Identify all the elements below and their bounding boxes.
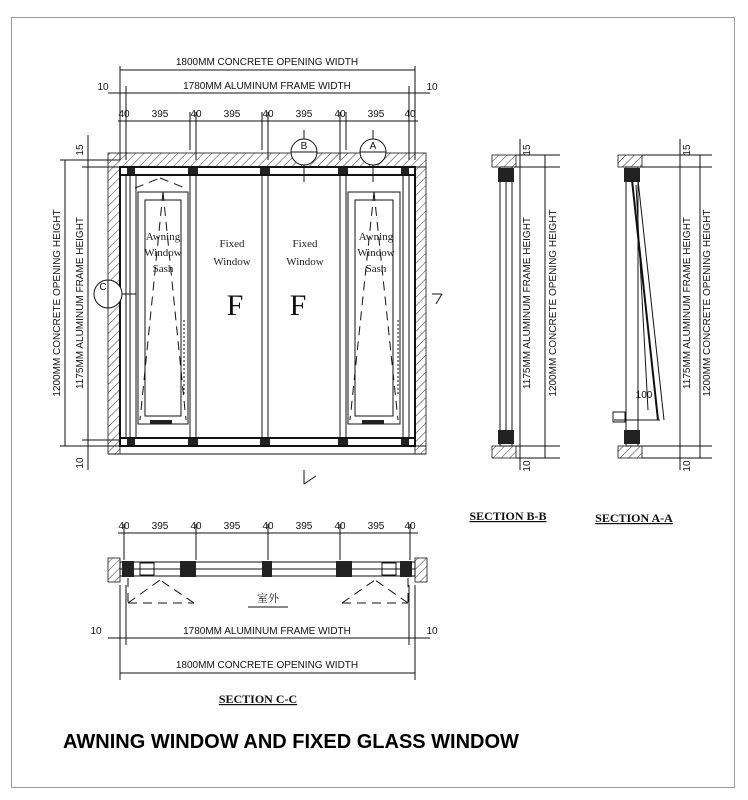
- fixed-left-line2: Window: [213, 256, 251, 268]
- fixed-panel-left: [213, 238, 250, 322]
- awning-left-line3: Sash: [152, 263, 174, 275]
- fixed-left-line1: Fixed: [219, 238, 245, 250]
- awning-right-line2: Window: [357, 247, 395, 259]
- cc-seg-7: 395: [367, 521, 385, 532]
- aa-opening: 100: [635, 390, 653, 401]
- left-wall: [108, 167, 120, 454]
- top-dimensions: [97, 57, 438, 160]
- seg-7: 395: [367, 109, 385, 120]
- section-aa-label: SECTION A-A: [595, 511, 673, 525]
- frame-height-label: 1175MM ALUMINUM FRAME HEIGHT: [75, 216, 86, 390]
- awning-right-line1: Awning: [358, 231, 394, 243]
- bb-concrete-height: 1200MM CONCRETE OPENING HEIGHT: [548, 209, 559, 397]
- top-gap-label: 15: [75, 144, 86, 156]
- cc-seg-3: 395: [223, 521, 241, 532]
- section-aa-view: [595, 139, 713, 525]
- cc-seg-5: 395: [295, 521, 313, 532]
- cc-gap-left: 10: [90, 626, 102, 637]
- fixed-right-line2: Window: [286, 256, 324, 268]
- cc-exterior: 室外: [257, 593, 279, 605]
- seg-3: 395: [223, 109, 241, 120]
- aa-frame-height: 1175MM ALUMINUM FRAME HEIGHT: [682, 216, 693, 390]
- fixed-left-mark: F: [226, 289, 244, 322]
- cc-seg-0: 40: [118, 521, 130, 532]
- cc-seg-1: 395: [151, 521, 169, 532]
- marker-a-label: A: [369, 141, 377, 152]
- concrete-width-label: 1800MM CONCRETE OPENING WIDTH: [175, 57, 359, 68]
- bb-top-gap: 15: [522, 144, 533, 156]
- cc-seg-6: 40: [334, 521, 346, 532]
- seg-0: 40: [118, 109, 130, 120]
- bb-frame-height: 1175MM ALUMINUM FRAME HEIGHT: [522, 216, 533, 390]
- section-cc-view: [90, 521, 438, 706]
- aa-concrete-height: 1200MM CONCRETE OPENING HEIGHT: [702, 209, 713, 397]
- concrete-height-label: 1200MM CONCRETE OPENING HEIGHT: [52, 209, 63, 397]
- fixed-panel-right: [286, 238, 323, 322]
- right-wall: [415, 167, 426, 454]
- marker-c-label: C: [99, 282, 107, 293]
- bottom-gap-label: 10: [75, 457, 86, 469]
- bb-bottom-gap: 10: [522, 460, 533, 472]
- awning-sash-right: [348, 192, 400, 424]
- awning-sash-left: [135, 178, 188, 424]
- frame-width-label: 1780MM ALUMINUM FRAME WIDTH: [183, 81, 351, 92]
- seg-1: 395: [151, 109, 169, 120]
- seg-8: 40: [404, 109, 416, 120]
- section-bb-view: [469, 139, 560, 523]
- marker-b-label: B: [300, 141, 308, 152]
- cc-concrete-width: 1800MM CONCRETE OPENING WIDTH: [175, 660, 359, 671]
- seg-5: 395: [295, 109, 313, 120]
- seg-6: 40: [334, 109, 346, 120]
- fixed-right-mark: F: [289, 289, 307, 322]
- aa-bottom-gap: 10: [682, 460, 693, 472]
- aa-top-gap: 15: [682, 144, 693, 156]
- cc-frame-width: 1780MM ALUMINUM FRAME WIDTH: [183, 626, 351, 637]
- fixed-right-line1: Fixed: [292, 238, 318, 250]
- drawing-title: AWNING WINDOW AND FIXED GLASS WINDOW: [63, 731, 519, 753]
- mullions: [130, 175, 409, 438]
- cc-seg-8: 40: [404, 521, 416, 532]
- awning-left-line1: Awning: [145, 231, 181, 243]
- section-bb-label: SECTION B-B: [469, 509, 547, 523]
- side-gap-left: 10: [97, 82, 109, 93]
- cc-gap-right: 10: [426, 626, 438, 637]
- seg-4: 40: [262, 109, 274, 120]
- awning-right-line3: Sash: [365, 263, 387, 275]
- awning-left-line2: Window: [144, 247, 182, 259]
- seg-2: 40: [190, 109, 202, 120]
- cc-seg-2: 40: [190, 521, 202, 532]
- elevation-view: [52, 57, 442, 484]
- cc-seg-4: 40: [262, 521, 274, 532]
- section-cc-label: SECTION C-C: [218, 692, 298, 706]
- side-gap-right: 10: [426, 82, 438, 93]
